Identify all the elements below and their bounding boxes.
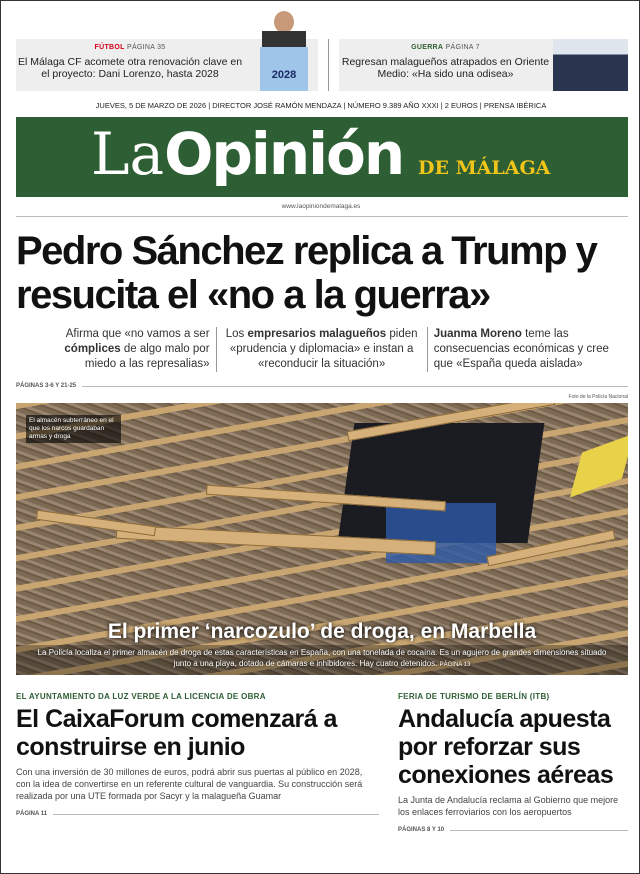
story-body: Con una inversión de 30 millones de euros, podrá abrir sus puertas al público en 2028, con la idea de convertirse en un referente cultural de vanguardia. Su construcción será realizada por una UTE formada por Sacyr y la malagueña Guamar <box>16 767 363 801</box>
story-kicker: EL AYUNTAMIENTO DA LUZ VERDE A LA LICENCIA DE OBRA <box>16 692 266 701</box>
photo-caption: La Policía localiza el primer almacén de droga de estas características en España, con una tonelada de cocaína. Es un agujero de grandes dimensiones situado junto a una playa, dotado de cámaras e inhibidores. Hay cuatro detenidos. PÁGINA 13 <box>16 645 628 675</box>
story-page: PÁGINA 11 <box>16 811 48 817</box>
divider <box>53 814 379 815</box>
divider <box>328 39 329 91</box>
logo: LaOpinión <box>91 120 404 188</box>
lead-sub-1: Afirma que «no vamos a ser cómplices de algo malo por miedo a las represalias» <box>64 328 210 370</box>
logo-subtitle: DE MÁLAGA <box>418 157 551 179</box>
lead-sub-2: Los empresarios malagueños piden «prudencia y diplomacia» e instan a «reconducir la situación» <box>225 328 418 370</box>
lead-headline[interactable]: Pedro Sánchez replica a Trump y resucita el «no a la guerra» <box>16 229 597 317</box>
story-page: PÁGINAS 8 Y 10 <box>398 827 445 833</box>
teaser-text: Regresan malagueños atrapados en Oriente Medio: «Ha sido una odisea» <box>341 55 550 80</box>
photo-blue-tarp <box>386 503 496 563</box>
divider <box>450 830 628 831</box>
teaser-text: El Málaga CF acomete otra renovación clave en el proyecto: Dani Lorenzo, hasta 2028 <box>17 55 243 80</box>
teaser-section: GUERRA PÁGINA 7 <box>411 44 480 51</box>
main-photo[interactable] <box>16 403 628 675</box>
teaser-photo-player: 2028 <box>254 11 314 91</box>
story-headline[interactable]: El CaixaForum comenzará a construirse en junio <box>16 705 337 761</box>
website-url[interactable]: www.laopiniondemalaga.es <box>281 203 361 210</box>
masthead[interactable] <box>16 117 628 197</box>
photo-plank <box>36 510 156 537</box>
lead-pages: PÁGINAS 3-6 Y 21-25 <box>16 383 77 389</box>
lead-sub-3: Juanma Moreno teme las consecuencias económicas y cree que «España queda aislada» <box>433 328 609 370</box>
teaser-futbol[interactable] <box>16 39 318 91</box>
teaser-photo-group <box>553 39 628 91</box>
divider <box>216 327 217 372</box>
story-body: La Junta de Andalucía reclama al Gobierno que mejore los enlaces ferroviarios con los aeropuertos <box>398 795 619 817</box>
divider <box>16 216 628 217</box>
story-kicker: FERIA DE TURISMO DE BERLÍN (ITB) <box>398 692 550 701</box>
teaser-section: FÚTBOL PÁGINA 35 <box>94 44 166 51</box>
photo-inset-caption: El almacén subterráneo en el que los narcos guardaban armas y droga <box>26 415 121 443</box>
dateline: JUEVES, 5 DE MARZO DE 2026 | DIRECTOR JOSÉ RAMÓN MENDAZA | NÚMERO 9.389 AÑO XXXI | 2 EUROS | PRENSA IBÉRICA <box>95 101 547 110</box>
divider <box>427 327 428 372</box>
story-headline[interactable]: Andalucía apuesta por reforzar sus conexiones aéreas <box>398 705 614 789</box>
photo-yellow-object <box>570 434 628 498</box>
photo-title[interactable]: El primer ‘narcozulo’ de droga, en Marbella <box>107 620 537 643</box>
teaser-guerra[interactable] <box>339 39 628 91</box>
photo-credit: Foto de la Policía Nacional <box>568 394 628 400</box>
divider <box>82 386 628 387</box>
